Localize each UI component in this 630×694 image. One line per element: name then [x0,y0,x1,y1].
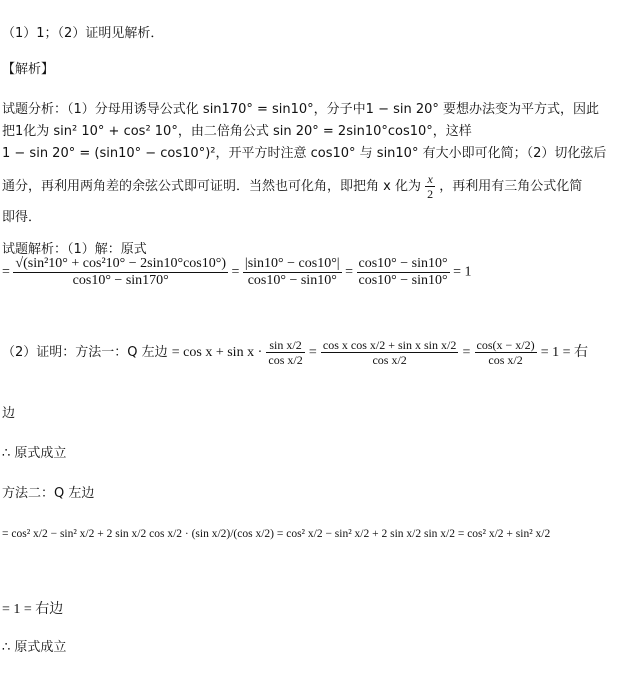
m1-frac-c [475,338,537,367]
frac-3-denominator: cos10° − sin10° [358,273,448,288]
m1-end: = 1 = 右 [540,345,589,360]
frac-1 [13,256,228,289]
analysis-p5: 即得． [2,210,42,225]
analysis-p1 [2,98,599,117]
answer-line: （1）1；（2）证明见解析． [2,26,164,41]
m1-frac-b-den: cos x/2 [372,353,407,367]
proof-method-1: （2）证明：方法一：Q 左边 = cos x + sin x · $\frac{\text{sin x/2}}{\text{cos x/2}}$ = $\frac{\text{cos x cos x/2 + sin x sin x/2}}{\text{cos x/2}}$ = $\frac{\cos(x - x/2)}{\text{cos x/2}}$ = 1 = 右 [2,338,589,367]
analysis-text-4a: 通分，再利用两角差的余弦公式即可证明．当然也可化角，即把角 x 化为 [2,179,421,194]
method-2-label: 方法二：Q 左边 [2,486,95,501]
frac-1-denominator: cos10° − sin170° [72,273,169,288]
m1-frac-a-num: sin x/2 [266,338,304,353]
x-over-2-fraction: $\frac{x}{2}$ [427,172,434,201]
method-2-equation: = cos² x/2 − sin² x/2 + 2 sin x/2 cos x/2 · (sin x/2)/(cos x/2) = cos² x/2 − sin² x/2 + 2 sin x/2 sin x/2 = cos² x/2 + sin² x/2 [2,528,551,540]
analysis-p4 [2,172,582,201]
m1-end-continuation: 边 [2,406,16,421]
analysis-header: 【解析】 [2,62,55,77]
frac-3 [357,256,450,289]
frac-2-denominator: cos10° − sin10° [247,273,337,288]
analysis-p3: 1 − sin 20° = (sin10° − cos10°)²，开平方时注意 cos10° 与 sin10° 有大小即可化简；（2）切化弦后 [2,146,607,161]
solution-eq1: = $\frac{\text{√(sin²10° + cos²10° − 2sin10°cos10°)}}{\cos 10^\circ - \sin 170^\circ}$ = $\frac{|\sin 10^\circ - \cos 10^\circ|}{\cos 10^\circ - \sin 10^\circ}$ = $\frac{\cos 10^\circ - \sin 10^\circ}{\cos 10^\circ - \sin 10^\circ}$ = 1 [2,256,472,288]
therefore-1: ∴ 原式成立 [2,446,67,461]
m1-frac-c-num: cos(x − x/2) [476,338,535,352]
frac-3-numerator: cos10° − sin10° [358,256,448,271]
method-2-result: = 1 = 右边 [2,602,64,617]
proof-label: （2）证明：方法一：Q 左边 [2,345,168,360]
analysis-text-1: （1）分母用诱导公式化 sin170° = sin10°，分子中1 − sin 20° 要想办法变为平方式，因此 [67,102,600,117]
m1-frac-b [321,338,458,367]
m1-frac-b-num: cos x cos x/2 + sin x sin x/2 [322,338,457,352]
m1-frac-a [266,338,304,367]
analysis-p2: 把1化为 sin² 10° + cos² 10°，由二倍角公式 sin 20° = 2sin10°cos10°，这样 [2,124,472,139]
analysis-text-4b: ，再利用有三角公式化简 [439,179,583,194]
result-1: = 1 [453,264,472,280]
m1-part-a: = cos x + sin x · [171,345,263,360]
therefore-2: ∴ 原式成立 [2,640,67,655]
frac-2 [243,256,342,289]
analysis-label: 试题分析： [2,102,68,117]
m1-frac-c-den: cos x/2 [488,353,523,367]
m1-frac-a-den: cos x/2 [268,353,303,367]
frac-2-numerator: |sin10° − cos10°| [244,256,340,271]
frac-1-numerator: √(sin²10° + cos²10° − 2sin10°cos10°) [15,256,226,271]
solution-label: 试题解析：（1）解：原式 [2,242,147,257]
